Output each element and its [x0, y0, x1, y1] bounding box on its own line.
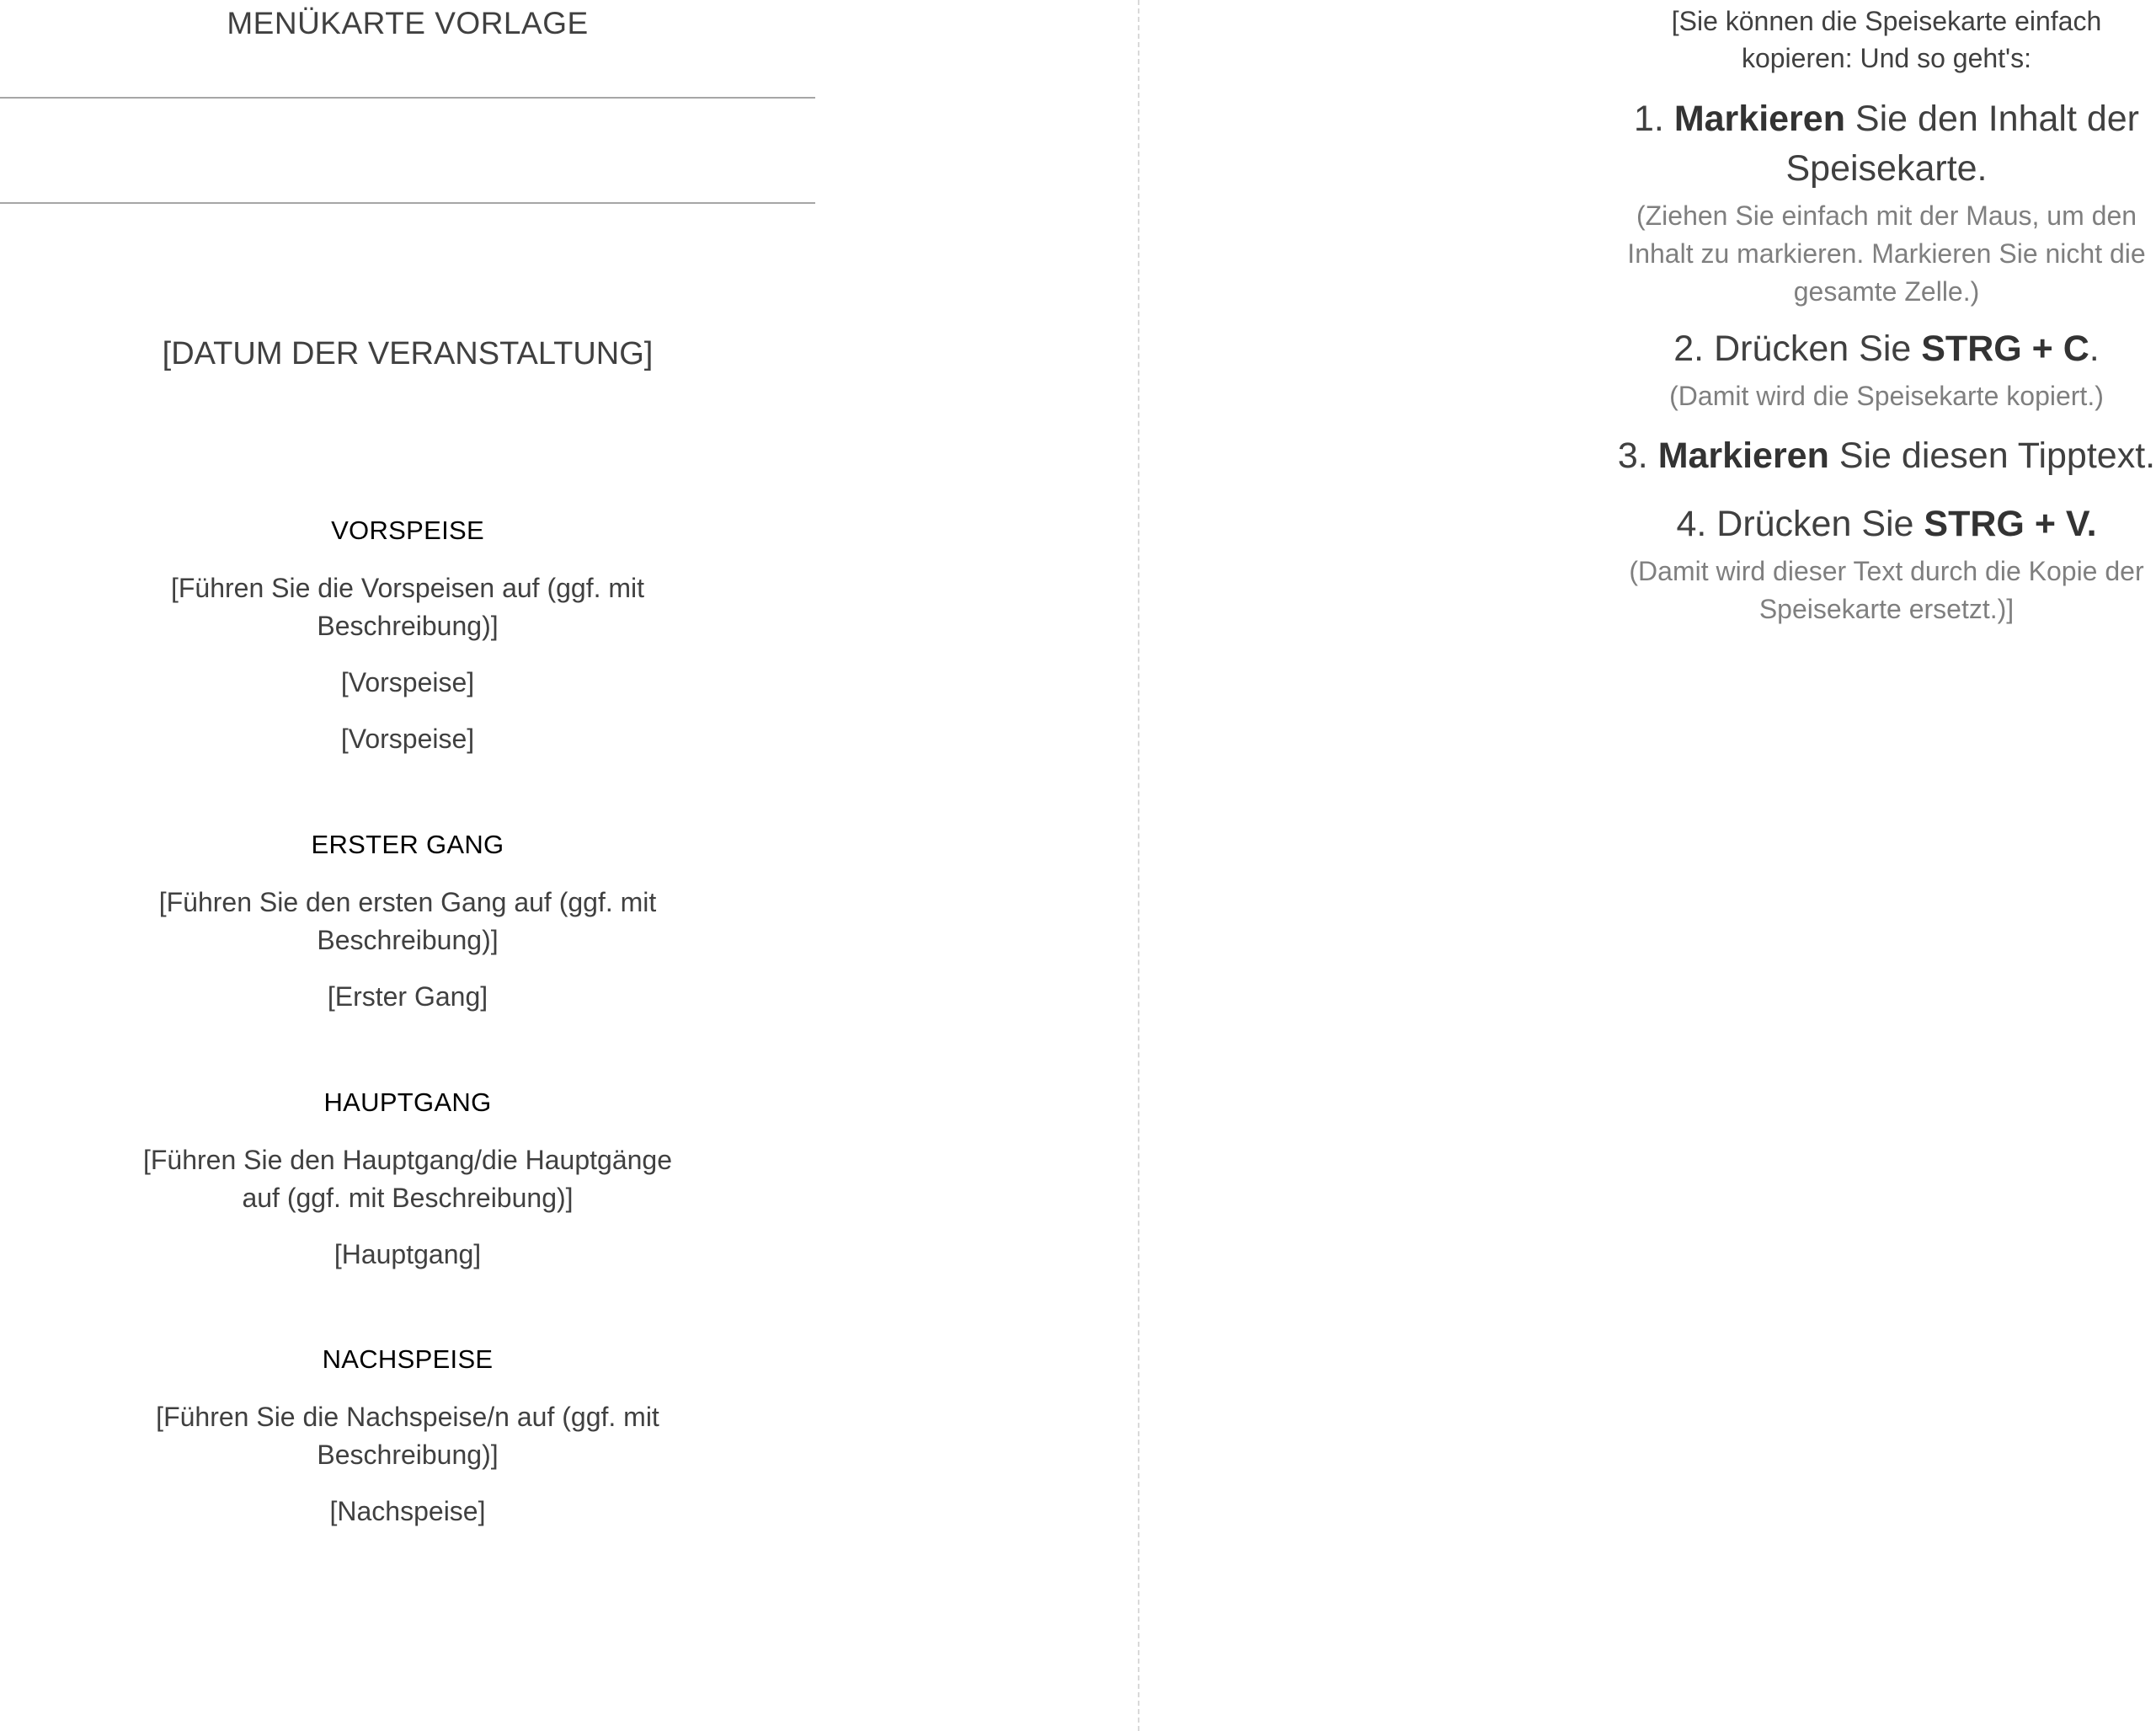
- course-item[interactable]: [Nachspeise]: [329, 1496, 486, 1526]
- fold-line-divider: [1138, 0, 1139, 1731]
- step-text: Sie diesen Tipptext.: [1828, 435, 2156, 476]
- course-item[interactable]: [Hauptgang]: [334, 1239, 482, 1269]
- tip-step-3: [1617, 431, 2156, 481]
- step-number: 2.: [1673, 329, 1705, 369]
- course-heading[interactable]: NACHSPEISE: [322, 1344, 494, 1374]
- title-divider-bottom: [0, 202, 815, 204]
- course-description[interactable]: [Führen Sie den ersten Gang auf (ggf. mit Beschreibung)]: [158, 887, 657, 955]
- course-heading[interactable]: VORSPEISE: [331, 516, 484, 545]
- step-text: Sie den Inhalt der Speisekarte.: [1785, 99, 2140, 189]
- tip-step-main: [1617, 431, 2156, 481]
- event-date[interactable]: [DATUM DER VERANSTALTUNG]: [162, 336, 654, 371]
- tip-step-note: (Damit wird die Speisekarte kopiert.): [1669, 381, 2104, 411]
- tip-step-main: [1617, 94, 2156, 194]
- step-text: Drücken Sie: [1706, 504, 1924, 544]
- course-item[interactable]: [Vorspeise]: [340, 667, 475, 697]
- course-item[interactable]: [Erster Gang]: [327, 981, 488, 1012]
- course-vorspeise: [0, 514, 815, 777]
- course-heading[interactable]: ERSTER GANG: [311, 830, 504, 859]
- step-number: 3.: [1617, 435, 1648, 476]
- menu-title[interactable]: MENÜKARTE VORLAGE: [227, 6, 589, 40]
- tip-intro: [Sie können die Speisekarte einfach kopieren: Und so geht's:: [1671, 6, 2102, 73]
- step-shortcut: STRG + V.: [1924, 504, 2097, 544]
- course-description[interactable]: [Führen Sie den Hauptgang/die Hauptgänge auf (ggf. mit Beschreibung)]: [142, 1145, 673, 1213]
- tip-step-main: [1617, 500, 2156, 549]
- tip-step-note: (Damit wird dieser Text durch die Kopie der Speisekarte ersetzt.)]: [1629, 556, 2144, 624]
- course-heading[interactable]: HAUPTGANG: [323, 1087, 492, 1117]
- tip-step-note: (Ziehen Sie einfach mit der Maus, um den Inhalt zu markieren. Markieren Sie nicht die gesamte Zelle.): [1627, 200, 2146, 307]
- course-description[interactable]: [Führen Sie die Vorspeisen auf (ggf. mit Beschreibung)]: [170, 573, 645, 641]
- tip-step-4: [1617, 500, 2156, 628]
- course-nachspeise: [0, 1343, 815, 1549]
- course-erster-gang: [0, 828, 815, 1034]
- step-suffix: .: [2089, 329, 2100, 369]
- course-description[interactable]: [Führen Sie die Nachspeise/n auf (ggf. mit Beschreibung)]: [156, 1402, 659, 1470]
- step-keyword: Markieren: [1657, 435, 1829, 476]
- step-number: 1.: [1633, 99, 1664, 139]
- step-shortcut: STRG + C: [1921, 329, 2089, 369]
- tip-step-main: [1617, 324, 2156, 374]
- menu-card: [0, 0, 815, 1731]
- step-text: Drücken Sie: [1704, 329, 1922, 369]
- tip-step-1: [1617, 94, 2156, 311]
- step-number: 4.: [1676, 504, 1707, 544]
- course-item[interactable]: [Vorspeise]: [340, 724, 475, 754]
- title-divider-top: [0, 97, 815, 99]
- course-hauptgang: [0, 1086, 815, 1292]
- tip-step-2: [1617, 324, 2156, 415]
- step-keyword: Markieren: [1673, 99, 1845, 139]
